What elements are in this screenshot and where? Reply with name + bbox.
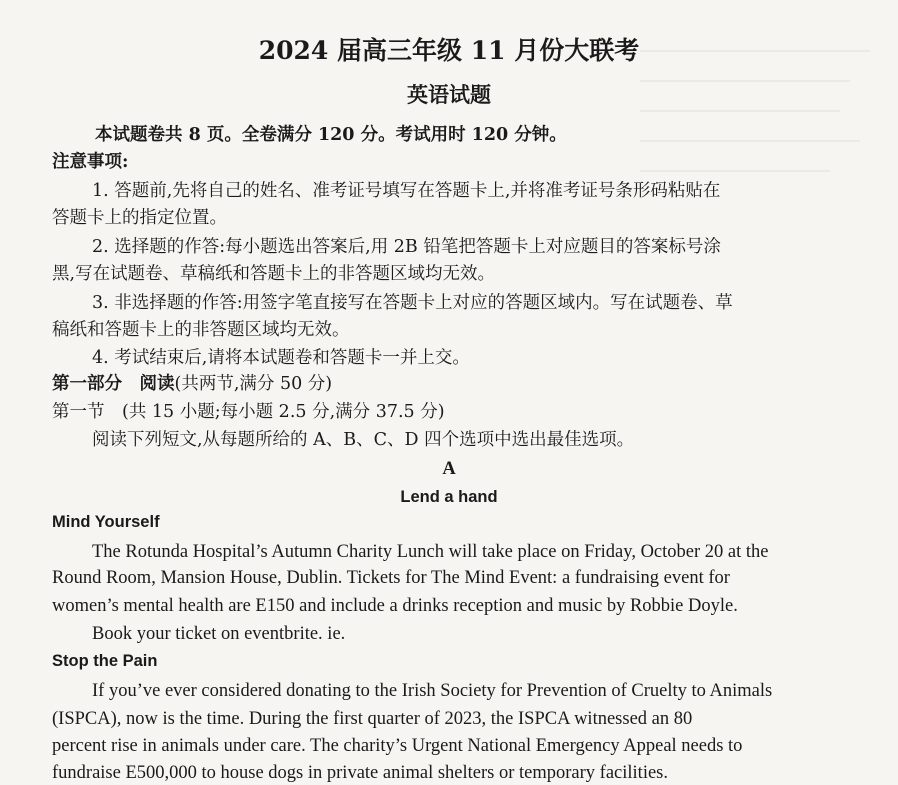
mind-yourself-line-1: The Rotunda Hospital’s Autumn Charity Lunch will take place on Friday, October 20 at the [92,542,769,562]
note-item-3-line-2: 稿纸和答题卡上的非答题区域均无效。 [52,320,350,340]
part1-heading-label: 第一部分 阅读 [52,374,175,394]
note-item-1-line-2: 答题卡上的指定位置。 [52,208,227,228]
note-item-2-line-1: 2. 选择题的作答:每小题选出答案后,用 2B 铅笔把答题卡上对应题目的答案标号涂 [92,237,721,257]
section-heading-mind-yourself: Mind Yourself [52,513,160,531]
notes-heading: 注意事项: [52,152,129,172]
stop-the-pain-line-2: (ISPCA), now is the time. During the first quarter of 2023, the ISPCA witnessed an 80 [52,709,693,729]
stop-the-pain-line-1: If you’ve ever considered donating to the Irish Society for Prevention of Cruelty to Animals [92,681,773,701]
section1-heading: 第一节 (共 15 小题;每小题 2.5 分,满分 37.5 分) [52,402,445,422]
exam-subtitle: 英语试题 [407,82,491,107]
exam-intro: 本试题卷共 8 页。全卷满分 120 分。考试用时 120 分钟。 [95,125,567,145]
part1-heading-note: (共两节,满分 50 分) [174,374,333,394]
note-item-4: 4. 考试结束后,请将本试题卷和答题卡一并上交。 [92,348,470,368]
note-item-3-line-1: 3. 非选择题的作答:用签字笔直接写在答题卡上对应的答题区域内。写在试题卷、草 [92,293,733,313]
mind-yourself-line-2: Round Room, Mansion House, Dublin. Tickets for The Mind Event: a fundraising event for [52,568,730,588]
exam-title: 2024 届高三年级 11 月份大联考 [258,36,640,65]
part1-heading [52,373,842,395]
passage-letter: A [442,459,456,479]
mind-yourself-booking: Book your ticket on eventbrite. ie. [92,624,346,644]
section1-instruction: 阅读下列短文,从每题所给的 A、B、C、D 四个选项中选出最佳选项。 [92,430,635,450]
stop-the-pain-line-4: fundraise E500,000 to house dogs in private animal shelters or temporary facilities. [52,763,668,783]
stop-the-pain-line-3: percent rise in animals under care. The charity’s Urgent National Emergency Appeal needs to [52,736,743,756]
note-item-2-line-2: 黑,写在试题卷、草稿纸和答题卡上的非答题区域均无效。 [52,264,496,284]
mind-yourself-line-3: women’s mental health are E150 and include a drinks reception and music by Robbie Doyle. [52,596,738,616]
note-item-1-line-1: 1. 答题前,先将自己的姓名、准考证号填写在答题卡上,并将准考证号条形码粘贴在 [92,181,721,201]
passage-title: Lend a hand [400,488,498,506]
section-heading-stop-the-pain: Stop the Pain [52,652,158,670]
